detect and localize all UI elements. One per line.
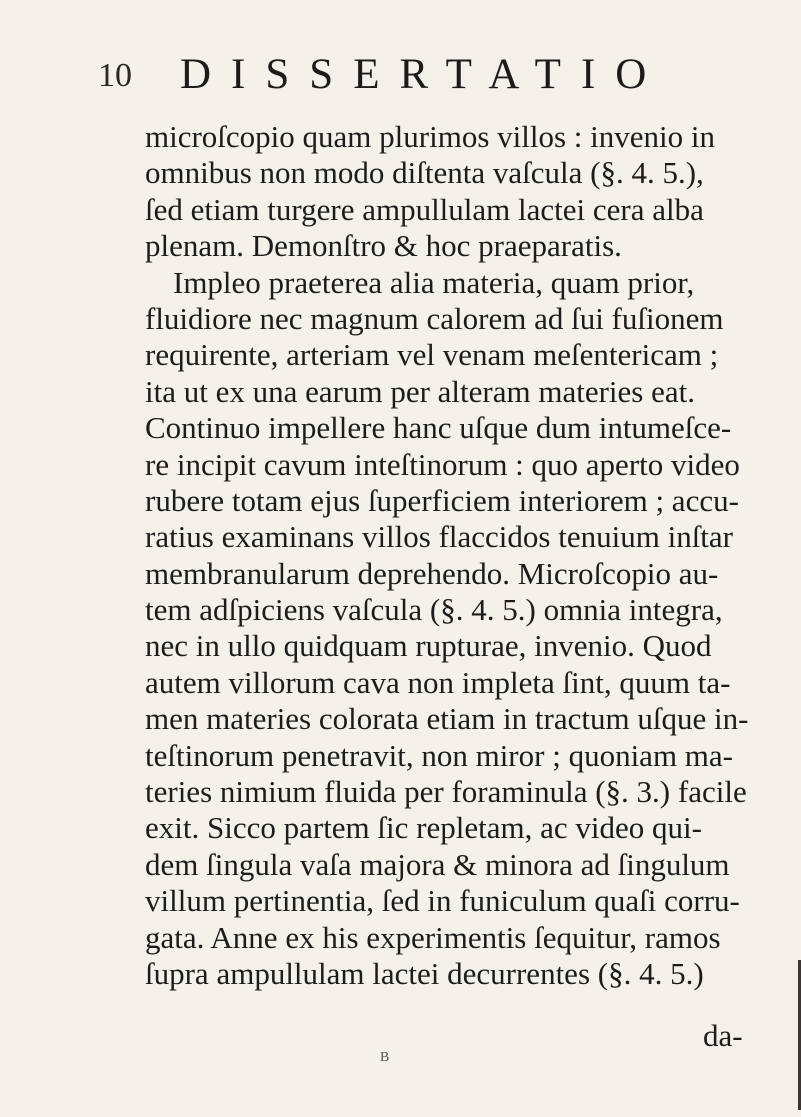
text-line: requirente, arteriam vel venam meſentericam ;	[145, 337, 719, 373]
text-line: villum pertinentia, ſed in funiculum quaſi corru-	[145, 883, 740, 919]
text-line: teſtinorum penetravit, non miror ; quoniam ma-	[145, 737, 734, 773]
text-line: exit. Sicco partem ſic repletam, ac video qui-	[145, 810, 702, 846]
text-line: microſcopio quam plurimos villos : invenio in	[145, 119, 716, 154]
text-line: omnibus non modo diſtenta vaſcula (§. 4. 5.),	[145, 155, 704, 191]
text-line-paragraph-start: Impleo praeterea alia materia, quam prior,	[173, 264, 695, 300]
page-header	[98, 46, 718, 96]
text-line: re incipit cavum inteſtinorum : quo aperto video	[145, 446, 740, 482]
text-line: plenam. Demonſtro & hoc praeparatis.	[145, 228, 622, 264]
text-line: Continuo impellere hanc uſque dum intumeſce-	[145, 410, 732, 446]
page-number: 10	[98, 57, 132, 94]
text-line: tem adſpiciens vaſcula (§. 4. 5.) omnia integra,	[145, 592, 723, 628]
text-line: ratius examinans villos flaccidos tenuium inſtar	[145, 519, 734, 555]
text-line: gata. Anne ex his experimentis ſequitur, ramos	[145, 919, 721, 955]
text-line: men materies colorata etiam in tractum uſque in-	[145, 701, 749, 737]
text-line: rubere totam ejus ſuperficiem interiorem ; accu-	[145, 482, 739, 518]
text-line: membranularum deprehendo. Microſcopio au-	[145, 555, 719, 591]
text-line: autem villorum cava non impleta ſint, quum ta-	[145, 664, 731, 700]
text-line: ſupra ampullulam lactei decurrentes (§. 4. 5.)	[145, 955, 704, 991]
running-title: DISSERTATIO	[180, 51, 667, 98]
text-line: dem ſingula vaſa majora & minora ad ſingulum	[145, 846, 730, 882]
text-line: fluidiore nec magnum calorem ad ſui fuſionem	[145, 300, 724, 336]
signature-mark: B	[380, 1050, 390, 1065]
text-line: ita ut ex una earum per alteram materies eat.	[145, 373, 695, 409]
text-line: nec in ullo quidquam rupturae, invenio. Quod	[145, 628, 712, 664]
catchword: da-	[703, 1018, 743, 1053]
body-text	[145, 119, 785, 992]
text-line: teries nimium fluida per foraminula (§. 3.) facile	[145, 774, 747, 810]
text-line: ſed etiam turgere ampullulam lactei cera alba	[145, 191, 704, 227]
